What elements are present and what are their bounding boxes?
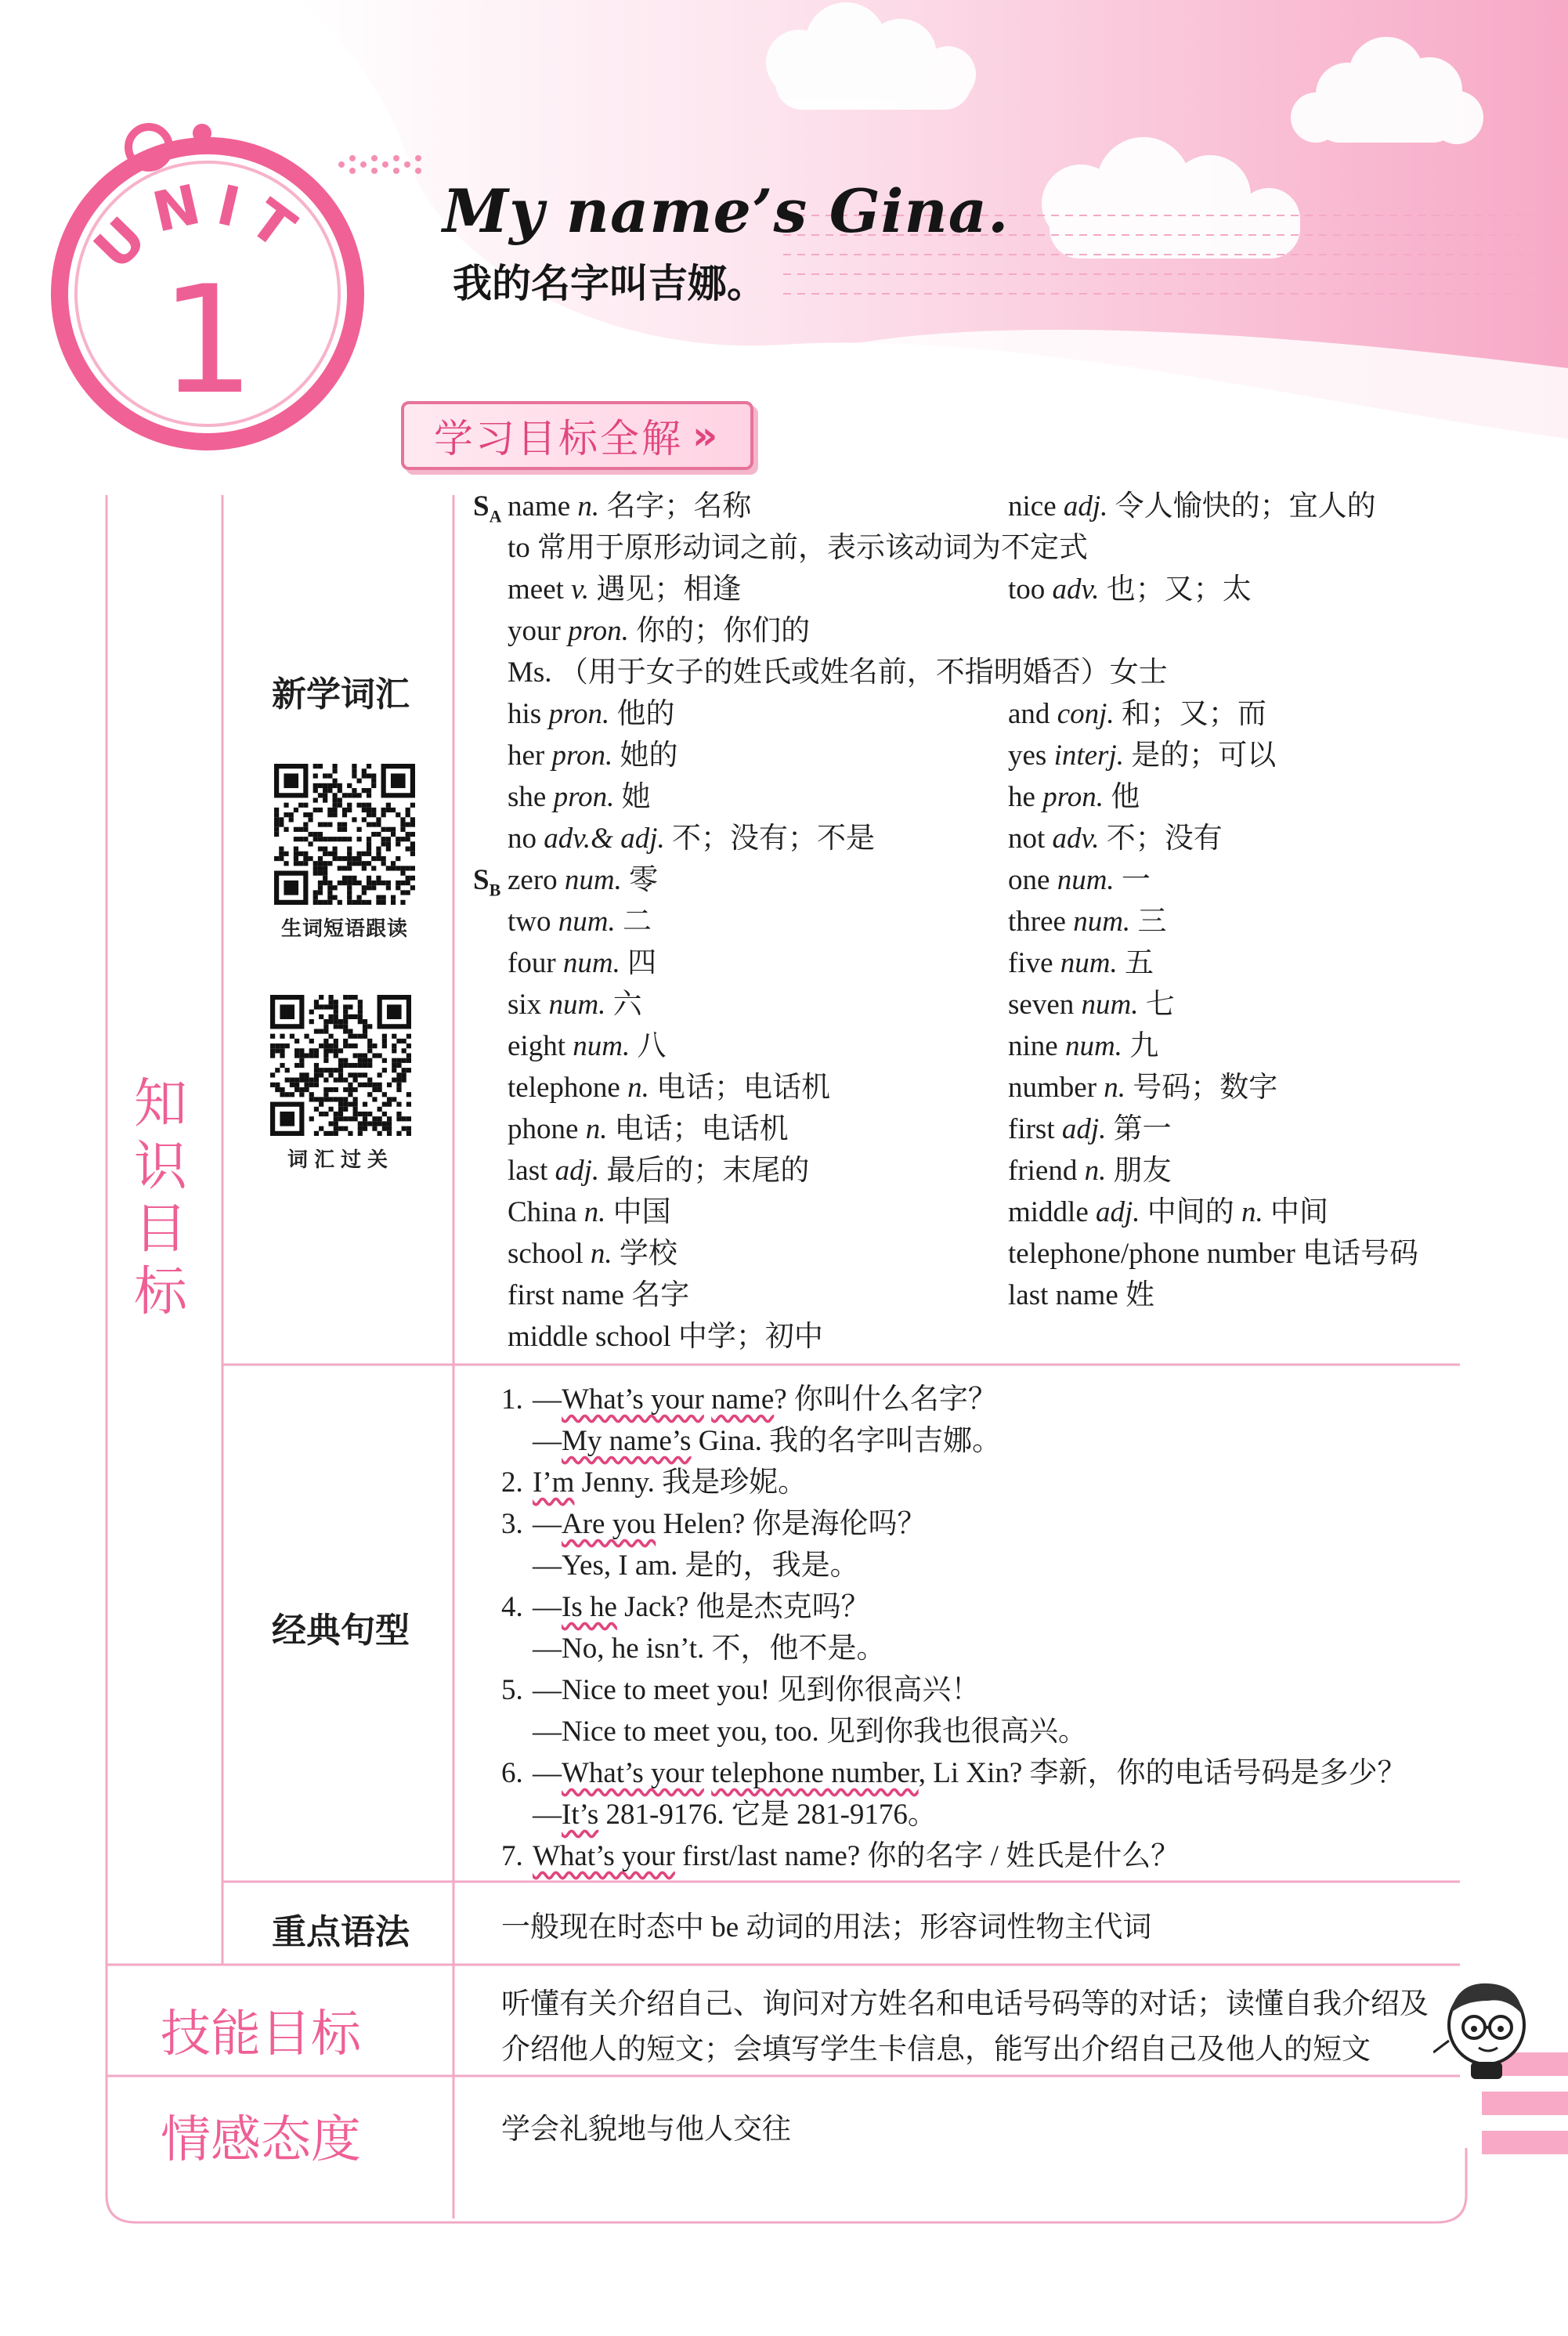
sentence-line: —My name’s Gina. 我的名字叫吉娜。 <box>533 1425 1002 1457</box>
skills-text-line2: 介绍他人的短文；会填写学生卡信息，能写出介绍自己及他人的短文 <box>501 2034 1371 2066</box>
vocab-item: four num. 四 <box>508 947 657 979</box>
vocab-level-marker: $S_A$ <box>473 490 502 526</box>
vocab-item: one num. 一 <box>1008 864 1151 896</box>
vocab-item: too adv. 也；又；太 <box>1008 573 1252 606</box>
grammar-text: 一般现在时态中 be 动词的用法；形容词性物主代词 <box>501 1911 1152 1944</box>
unit-badge <box>31 118 376 462</box>
vocab-item: no adv.& adj. 不；没有；不是 <box>508 823 875 855</box>
svg-text:UNIT: UNIT <box>81 169 316 282</box>
vocab-level-marker: $S_B$ <box>473 864 501 900</box>
sentence-line: —It’s 281-9176. 它是 281-9176。 <box>533 1799 937 1831</box>
qr1-caption: 生词短语跟读 <box>280 917 408 941</box>
vocab-item: middle school 中学；初中 <box>508 1321 823 1353</box>
sentence-line: —Nice to meet you, too. 见到你我也很高兴。 <box>533 1716 1088 1748</box>
vocab-item: eight num. 八 <box>508 1030 667 1062</box>
vocab-item: nice adj. 令人愉快的；宜人的 <box>1008 490 1376 523</box>
vocab-item: $S_B$ zero num. 零 <box>508 859 993 901</box>
vocab-item: he pron. 他 <box>1008 781 1140 813</box>
vocab-item: nine num. 九 <box>1008 1030 1159 1062</box>
vocab-item: not adv. 不；没有 <box>1008 823 1223 855</box>
vocab-item: two num. 二 <box>508 906 652 938</box>
sentence-line: —No, he isn’t. 不，他不是。 <box>533 1633 886 1665</box>
vocab-item: three num. 三 <box>1008 906 1167 938</box>
qr-code-vocab-test[interactable] <box>270 995 411 1136</box>
vocab-item: and conj. 和；又；而 <box>1008 698 1266 730</box>
page-title-chinese: 我的名字叫吉娜。 <box>453 261 766 306</box>
attitude-text: 学会礼貌地与他人交往 <box>501 2114 791 2146</box>
vocab-item: Ms. （用于女子的姓氏或姓名前，不指明婚否）女士 <box>508 656 1168 689</box>
vocab-item: to 常用于原形动词之前，表示该动词为不定式 <box>508 532 1089 564</box>
unit-number: 1 <box>160 254 255 427</box>
sentence-list <box>501 1379 1488 1877</box>
page-title-english: My name’s Gina. <box>443 176 1010 246</box>
vocab-item: number n. 号码；数字 <box>1008 1072 1278 1104</box>
vocab-item: phone n. 电话；电话机 <box>508 1113 789 1145</box>
qr-code-vocab-reading[interactable] <box>274 764 415 905</box>
vocab-item: she pron. 她 <box>508 781 651 813</box>
new-vocab-title: 新学词汇 <box>272 674 410 714</box>
sentence-line: 7. What’s your first/last name? 你的名字 / 姓氏是什么？ <box>501 1840 1180 1872</box>
vocab-item: her pron. 她的 <box>508 739 678 772</box>
sentence-line: 1. —What’s your name? 你叫什么名字？ <box>501 1383 997 1416</box>
grammar-title: 重点语法 <box>272 1912 410 1952</box>
vocab-item: last name 姓 <box>1008 1279 1155 1311</box>
sentence-line: 4. —Is he Jack? 他是杰克吗？ <box>501 1591 870 1623</box>
vocab-item: seven num. 七 <box>1008 989 1175 1021</box>
double-chevron-icon: » <box>692 413 718 458</box>
vocab-item: five num. 五 <box>1008 947 1154 979</box>
learning-goals-tag <box>401 401 753 470</box>
knowledge-char: 知 <box>133 1073 187 1135</box>
vocab-item: his pron. 他的 <box>508 698 675 730</box>
learning-goals-label: 学习目标全解 <box>434 416 683 461</box>
vocab-item: first name 名字 <box>508 1279 690 1311</box>
vocab-item: telephone/phone number 电话号码 <box>1008 1238 1419 1270</box>
sentence-line: 2. I’m Jenny. 我是珍妮。 <box>501 1466 807 1499</box>
vocab-item: friend n. 朋友 <box>1008 1155 1172 1187</box>
knowledge-char: 标 <box>133 1261 187 1323</box>
attitude-goals-label: 情感态度 <box>161 2111 361 2169</box>
sentence-line: 5. —Nice to meet you! 见到你很高兴！ <box>501 1674 981 1706</box>
qr2-caption: 词汇过关 <box>287 1148 394 1172</box>
vocab-item: first adj. 第一 <box>1008 1113 1172 1145</box>
vocab-item: meet v. 遇见；相逢 <box>508 573 742 606</box>
vocab-item: six num. 六 <box>508 989 642 1021</box>
sentence-patterns-title: 经典句型 <box>272 1611 410 1651</box>
vocab-item: $S_A$ name n. 名字；名称 <box>508 486 993 527</box>
vocab-item: telephone n. 电话；电话机 <box>508 1072 831 1104</box>
vocab-item: yes interj. 是的；可以 <box>1008 739 1277 772</box>
sentence-line: —Yes, I am. 是的，我是。 <box>533 1549 859 1582</box>
knowledge-char: 目 <box>133 1199 187 1260</box>
skills-goals-label: 技能目标 <box>161 2005 361 2063</box>
sentence-line: 3. —Are you Helen? 你是海伦吗？ <box>501 1508 927 1540</box>
knowledge-goals-label <box>117 1073 204 1340</box>
sentence-line: 6. —What’s your telephone number, Li Xin? 李新，你的电话号码是多少？ <box>501 1757 1407 1789</box>
skills-text-line1: 听懂有关介绍自己、询问对方姓名和电话号码等的对话；读懂自我介绍及 <box>501 1988 1429 2020</box>
vocab-item: last adj. 最后的；末尾的 <box>508 1155 810 1187</box>
vocab-item: China n. 中国 <box>508 1196 671 1228</box>
vocab-item: school n. 学校 <box>508 1238 677 1270</box>
vocab-item: middle adj. 中间的 n. 中间 <box>1008 1196 1329 1228</box>
knowledge-char: 识 <box>133 1136 187 1198</box>
vocab-item: your pron. 你的；你们的 <box>508 615 811 647</box>
